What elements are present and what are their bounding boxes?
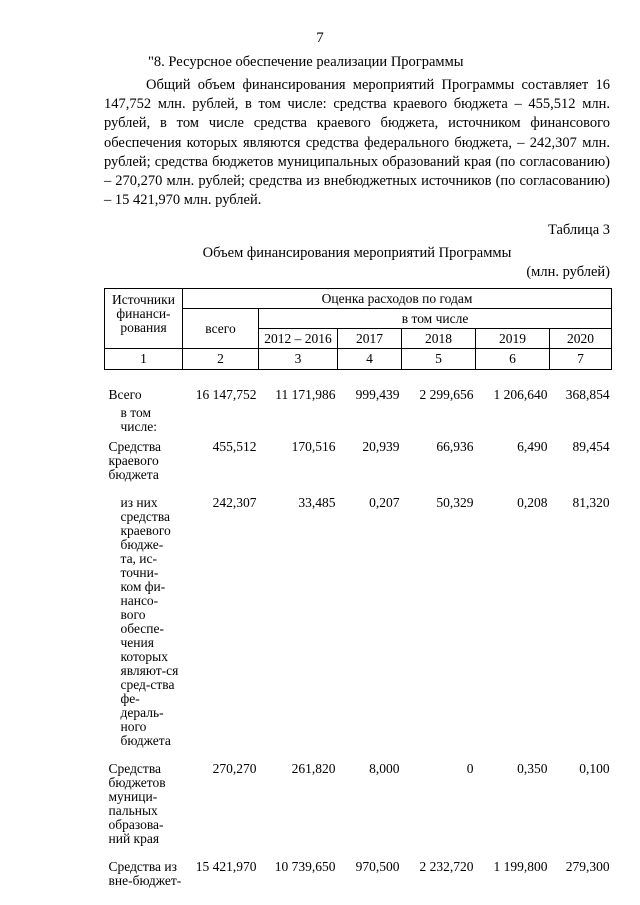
cell-value: 33,485 <box>298 495 336 510</box>
cell-value: 455,512 <box>212 439 257 454</box>
cell-value: 11 171,986 <box>275 387 336 402</box>
cell-value: 242,307 <box>212 495 257 510</box>
table-row <box>105 748 612 846</box>
table-label: Таблица 3 <box>547 222 610 238</box>
cell-value: 999,439 <box>355 387 400 402</box>
row-label: Средства краевого бюджета <box>108 439 162 482</box>
cell-value: 16 147,752 <box>195 387 257 402</box>
column-number: 6 <box>476 349 550 370</box>
cell-value: 81,320 <box>572 495 610 510</box>
cell-value: 1 199,800 <box>493 859 548 874</box>
funding-table <box>104 288 612 888</box>
cell-value: 261,820 <box>291 761 336 776</box>
table-row <box>105 402 612 438</box>
cell-value: 0 <box>466 761 474 776</box>
header-sources: Источники финанси-рования <box>105 289 183 349</box>
header-year: 2012 – 2016 <box>259 329 338 349</box>
row-label: Всего <box>108 387 142 402</box>
cell-value: 6,490 <box>517 439 548 454</box>
header-year: 2017 <box>338 329 402 349</box>
cell-value: 10 739,650 <box>274 859 336 874</box>
table-row <box>105 370 612 403</box>
cell-value: 66,936 <box>436 439 474 454</box>
table-units: (млн. рублей) <box>526 264 610 280</box>
cell-value: 1 206,640 <box>493 387 548 402</box>
header-estimate: Оценка расходов по годам <box>183 289 612 309</box>
table-row <box>105 846 612 888</box>
header-including: в том числе <box>259 309 612 329</box>
cell-value: 89,454 <box>572 439 610 454</box>
cell-value: 20,939 <box>362 439 400 454</box>
column-number: 7 <box>550 349 612 370</box>
cell-value: 0,208 <box>517 495 548 510</box>
column-number: 2 <box>183 349 259 370</box>
table-title: Объем финансирования мероприятий Программы <box>202 245 512 261</box>
row-label: Средства из вне-бюджет- <box>108 859 182 888</box>
cell-value: 368,854 <box>565 387 610 402</box>
funding-paragraph: Общий объем финансирования мероприятий Программы составляет 16 147,752 млн. рублей, в том числе: средства краевого бюджета – 455,512 млн. рублей, в том числе средства краевого бюджета, источником финансового обеспечения которых являются средства федерального бюджета, – 242,307 млн. рублей; средства бюджетов муниципальных образований края (по согласованию) – 270,270 млн. рублей; средства из внебюджетных источников (по согласованию) – 15 421,970 млн. рублей. <box>104 77 610 209</box>
cell-value: 0,350 <box>517 761 548 776</box>
page-number: 7 <box>316 30 324 46</box>
row-label: из них средства краевого бюдже-та, ис-точни-ком фи-нансо-вого обеспе-чения которых являют-ся сред-ства фе-дераль-ного бюджета <box>120 495 179 748</box>
header-year: 2018 <box>402 329 476 349</box>
column-number: 3 <box>259 349 338 370</box>
column-number: 4 <box>338 349 402 370</box>
table-row <box>105 438 612 482</box>
column-number: 1 <box>105 349 183 370</box>
row-label: Средства бюджетов муници-пальных образова-ний края <box>108 761 166 846</box>
header-year: 2019 <box>476 329 550 349</box>
cell-value: 2 232,720 <box>419 859 474 874</box>
cell-value: 279,300 <box>565 859 610 874</box>
row-label: в том числе: <box>120 405 157 434</box>
header-total: всего <box>183 309 259 349</box>
cell-value: 50,329 <box>436 495 474 510</box>
cell-value: 970,500 <box>355 859 400 874</box>
cell-value: 8,000 <box>369 761 400 776</box>
section-heading: "8. Ресурсное обеспечение реализации Программы <box>148 54 464 70</box>
cell-value: 0,207 <box>369 495 400 510</box>
table-row <box>105 482 612 748</box>
cell-value: 0,100 <box>579 761 610 776</box>
cell-value: 270,270 <box>212 761 257 776</box>
cell-value: 170,516 <box>291 439 336 454</box>
cell-value: 2 299,656 <box>419 387 474 402</box>
header-year: 2020 <box>550 329 612 349</box>
column-number: 5 <box>402 349 476 370</box>
cell-value: 15 421,970 <box>195 859 257 874</box>
